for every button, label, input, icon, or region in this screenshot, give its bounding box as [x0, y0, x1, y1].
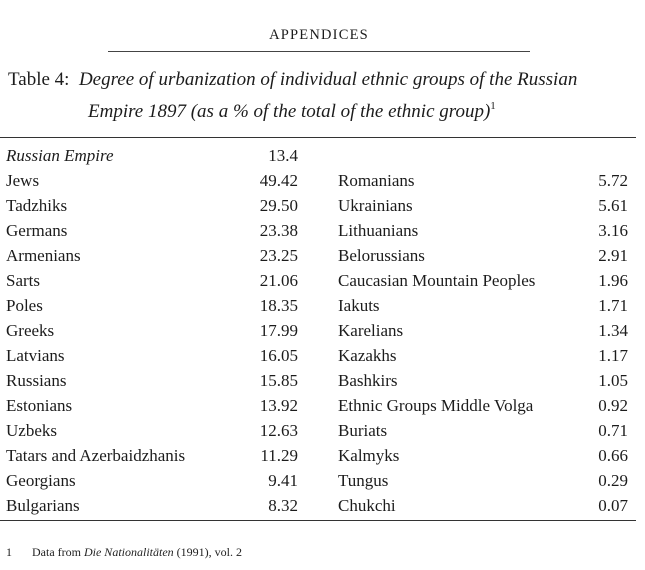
- ethnic-group-name: Tadzhiks: [6, 195, 68, 215]
- ethnic-group-value: 8.32: [268, 495, 298, 515]
- ethnic-group-name: Chukchi: [338, 495, 396, 515]
- table-row: [0, 293, 636, 318]
- ethnic-group-value: 11.29: [260, 445, 298, 465]
- table-title-line1: Degree of urbanization of individual ethnic groups of the Russian: [78, 69, 578, 90]
- ethnic-group-value: 23.38: [259, 220, 298, 240]
- ethnic-group-value: 0.66: [598, 445, 628, 465]
- ethnic-group-value: 0.07: [598, 495, 628, 515]
- ethnic-group-name: Kalmyks: [338, 445, 400, 465]
- table-row: [0, 193, 636, 218]
- ethnic-group-name: Germans: [6, 220, 68, 240]
- ethnic-group-value: 12.63: [259, 420, 298, 440]
- ethnic-group-name: Iakuts: [338, 295, 380, 315]
- footnote-number: 1: [6, 545, 12, 559]
- ethnic-group-name: Latvians: [6, 345, 65, 365]
- ethnic-group-name: Uzbeks: [6, 420, 57, 440]
- ethnic-group-name: Romanians: [338, 170, 415, 190]
- ethnic-group-value: 3.16: [598, 220, 628, 240]
- table-row: [0, 168, 636, 193]
- table-row: [0, 243, 636, 268]
- table-row: [0, 218, 636, 243]
- ethnic-group-value: 1.17: [598, 345, 628, 365]
- footnote-mark: 1: [490, 100, 496, 112]
- urbanization-table: [0, 143, 636, 518]
- ethnic-group-value: 0.29: [598, 470, 628, 490]
- ethnic-group-name: Lithuanians: [338, 220, 419, 240]
- ethnic-group-value: 1.34: [598, 320, 628, 340]
- ethnic-group-value: 18.35: [259, 295, 298, 315]
- ethnic-group-name: Kazakhs: [338, 345, 397, 365]
- total-label: Russian Empire: [6, 145, 114, 165]
- table-row: [0, 343, 636, 368]
- ethnic-group-value: 9.41: [268, 470, 298, 490]
- footnote-source-title: Die Nationalitäten: [83, 545, 174, 559]
- ethnic-group-name: Belorussians: [338, 245, 425, 265]
- ethnic-group-value: 2.91: [598, 245, 628, 265]
- table-row: [0, 368, 636, 393]
- ethnic-group-name: Karelians: [338, 320, 404, 340]
- ethnic-group-name: Ethnic Groups Middle Volga: [338, 395, 534, 415]
- footnote-suffix: (1991), vol. 2: [173, 545, 242, 559]
- ethnic-group-name: Caucasian Mountain Peoples: [338, 270, 536, 290]
- table-row: [0, 393, 636, 418]
- ethnic-group-name: Ukrainians: [338, 195, 413, 215]
- running-head: APPENDICES: [108, 27, 530, 52]
- ethnic-group-name: Bashkirs: [338, 370, 398, 390]
- table-row: [0, 318, 636, 343]
- ethnic-group-name: Poles: [6, 295, 43, 315]
- table-row: [0, 443, 636, 468]
- ethnic-group-value: 1.96: [598, 270, 628, 290]
- ethnic-group-name: Estonians: [6, 395, 73, 415]
- table-top-rule: [0, 137, 636, 138]
- ethnic-group-value: 0.71: [598, 420, 628, 440]
- ethnic-group-value: 29.50: [259, 195, 298, 215]
- ethnic-group-value: 5.61: [598, 195, 628, 215]
- ethnic-group-name: Tungus: [338, 470, 389, 490]
- table-row: [0, 268, 636, 293]
- ethnic-group-value: 23.25: [259, 245, 298, 265]
- ethnic-group-value: 49.42: [259, 170, 298, 190]
- table-row: [0, 468, 636, 493]
- ethnic-group-value: 16.05: [259, 345, 298, 365]
- ethnic-group-value: 0.92: [598, 395, 628, 415]
- table-row: [0, 418, 636, 443]
- footnote-prefix: Data from: [32, 545, 84, 559]
- ethnic-group-value: 13.92: [259, 395, 298, 415]
- total-value: 13.4: [268, 145, 298, 165]
- ethnic-group-value: 1.05: [598, 370, 628, 390]
- ethnic-group-name: Armenians: [6, 245, 81, 265]
- ethnic-group-value: 15.85: [259, 370, 298, 390]
- ethnic-group-name: Greeks: [6, 320, 55, 340]
- table-bottom-rule: [0, 520, 636, 521]
- ethnic-group-value: 17.99: [259, 320, 298, 340]
- table-label: Table 4:: [8, 69, 70, 90]
- ethnic-group-name: Tatars and Azerbaidzhanis: [6, 445, 186, 465]
- ethnic-group-name: Russians: [6, 370, 67, 390]
- ethnic-group-value: 5.72: [598, 170, 628, 190]
- table-caption: [8, 66, 628, 125]
- ethnic-group-name: Sarts: [6, 270, 40, 290]
- footnote: [6, 545, 242, 560]
- ethnic-group-name: Bulgarians: [6, 495, 80, 515]
- ethnic-group-value: 21.06: [259, 270, 298, 290]
- ethnic-group-name: Jews: [6, 170, 40, 190]
- ethnic-group-value: 1.71: [598, 295, 628, 315]
- ethnic-group-name: Buriats: [338, 420, 388, 440]
- table-row: [0, 493, 636, 518]
- ethnic-group-name: Georgians: [6, 470, 76, 490]
- table-row-total: [0, 143, 636, 168]
- table-title-line2: Empire 1897 (as a % of the total of the ethnic group): [88, 101, 491, 122]
